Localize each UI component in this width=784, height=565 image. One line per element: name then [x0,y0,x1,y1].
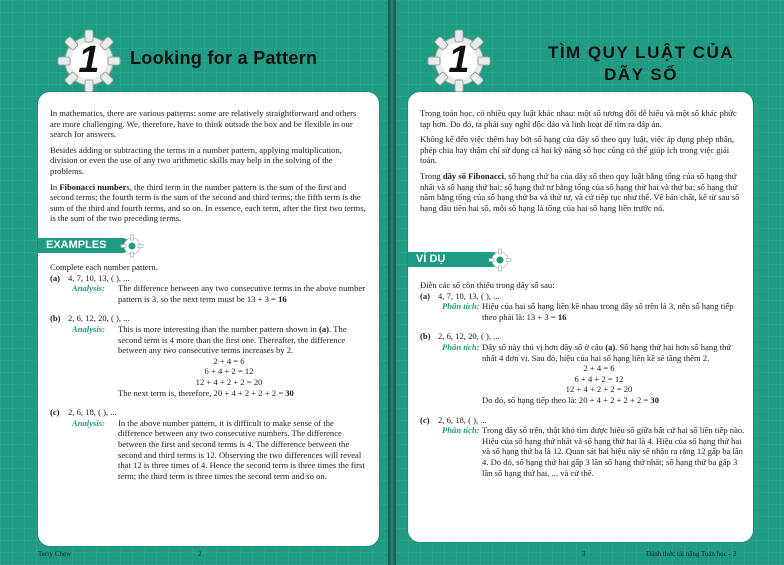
intro-paragraph: Besides adding or subtracting the terms in a number pattern, applying multiplication, division or even the use of any two arithmetic skills may help in the solving of the problems. [50,144,342,176]
intro-paragraph: Trong dãy số Fibonacci, số hạng thứ ba của dãy số theo quy luật bằng tổng của số hạng thứ nhất và số hạng thứ hai; số hạng thứ tư bằng tổng của số hạng thứ hai và thứ ba; số hạng thứ năm bằng tổng của số hạng thứ ba và thứ tư, và cứ tiếp tục như thế. Về bản chất, kể từ sau số hạng đầu tiên hai số, mỗi số hạng là tổng của hai số hạng liền trước nó. [420,170,740,213]
left-page [0,0,388,565]
page-number: 2 [198,550,202,558]
example-c: (c) 2, 6, 18, ( ), ... Analysis: In the above number pattern, it is difficult to make sense of the difference between any two consecutive numbers. The difference between the first and second terms is 4. The difference between the second and third terms is 12. Observing the two differences will reveal that 12 is three times of 4. Hence the second term is three times the first term; the third term is three times the second term and so on. [50,407,365,481]
calculation: 2 + 4 = 6 6 + 4 + 2 = 12 12 + 4 + 2 + 2 = 20 [195,355,263,387]
intro-text [50,108,368,229]
analysis-label: Analysis: [72,323,105,334]
examples-section [50,262,370,481]
intro-paragraph: In mathematics, there are various patterns: some are relatively straightforward and others are more challenging. We, therefore, have to think outside the box and be flexible in our search for answers. [50,108,357,140]
footer-book-title: Đánh thức tài năng Toán học - 3 [646,550,737,558]
chapter-number: 1 [78,39,100,81]
analysis-label: Analysis: [72,283,105,294]
analysis-label: Phân tích: [442,341,480,352]
analysis-label: Phân tích: [442,425,480,436]
page-number: 3 [582,550,586,558]
calculation: 2 + 4 = 6 6 + 4 + 2 = 12 12 + 4 + 2 + 2 = 20 [565,363,633,395]
book-gutter [388,0,396,565]
gear-icon [488,248,512,272]
page-title: Looking for a Pattern [130,48,318,68]
instruction: Điền các số còn thiếu trong dãy số sau: [420,280,555,290]
chapter-number: 1 [448,39,470,81]
instruction: Complete each number pattern. [50,262,158,272]
content-card [38,92,379,546]
examples-heading: EXAMPLES [38,238,130,253]
analysis-label: Analysis: [72,417,105,428]
intro-text [420,108,742,218]
content-card [408,92,753,542]
chapter-badge [56,28,122,94]
chapter-badge [426,28,492,94]
intro-paragraph: Trong toán học, có nhiều quy luật khác nhau: một số tương đối dễ hiểu và một số khác phức tạp hơn. Do đó, ta phải suy nghĩ độc đáo và linh hoạt để tìm ra đáp án. [420,108,737,129]
example-a: (a) 4, 7, 10, 13, ( ), ... Analysis: The difference between any two consecutive terms in the above number pattern is 3, so the next term must be 13 + 3 = 16 [50,272,366,304]
examples-heading: VÍ DỤ [408,252,500,267]
analysis-label: Phân tích: [442,301,480,312]
right-page [396,0,784,565]
gear-icon [120,234,144,258]
footer-author: Terry Chew [38,550,72,558]
intro-paragraph: Không kể đến việc thêm hay bớt số hạng của dãy số theo quy luật, việc áp dụng phép nhân, phép chia hay thậm chí sử dụng cả hai kỹ năng số học cũng có thể giúp ích trong việc giải toán. [420,134,735,166]
page-title: TÌM QUY LUẬT CỦA DÃY SỐ [547,43,735,84]
intro-paragraph: In Fibonacci numbers, the third term in the number pattern is the sum of the first and second terms; the fourth term is the sum of the second and third terms; the fifth term is the sum of the third and fourth terms, and so on. In essence, each term, after the first two terms, is the sum of the two preceding terms. [50,181,366,224]
example-b: (b) 2, 6, 12, 20, ( ), ... Analysis: This is more interesting than the number pattern shown in (a). The second term is 4 more than the first one. Thereafter, the difference between any two consecutive terms increases by 2. 2 + 4 = 6 6 + 4 + 2 = 12 12 + 4 + 2 + 2 = 20 The next term is, therefore, 20 + 4 + 2 + 2 + 2 = 30 [50,313,370,398]
example-b: (b) 2, 6, 12, 20, ( ), ... Phân tích: Dãy số này thú vị hơn dãy số ở câu (a). Số hạng thứ hai hơn số hạng thứ nhất 4 đơn vị. Sau đó, hiệu của hai số hạng liền kề sẽ tăng thêm 2. 2 + 4 = 6 6 + 4 + 2 = 12 12 + 4 + 2 + 2 = 20 Do đó, số hạng tiếp theo là: 20 + 4 + 2 + 2 + 2 = 30 [420,331,746,405]
examples-section [420,280,746,478]
example-a: (a) 4, 7, 10, 13, ( ), ... Phân tích: Hiệu của hai số hạng liền kề nhau trong dãy số trên là 3, nên số hạng tiếp theo phải là: 13 + 3 = 16 [420,290,734,322]
example-c: (c) 2, 6, 18, ( ), ... Phân tích: Trong dãy số trên, thật khó tìm được hiệu số giữa bất cứ hai số liền tiếp nào. Hiệu của số hạng thứ nhất và số hạng thứ hai là 4. Hiệu của số hạng thứ hai và số hạng thứ ba là 12. Quan sát hai hiệu này sẽ nhận ra rằng 12 gấp ba lần 4. Do đó, số hạng thứ hai gấp 3 lần số hạng thứ nhất; số hạng thứ ba gấp 3 lần số hạng thứ hai, ... và cứ thế. [420,414,745,478]
